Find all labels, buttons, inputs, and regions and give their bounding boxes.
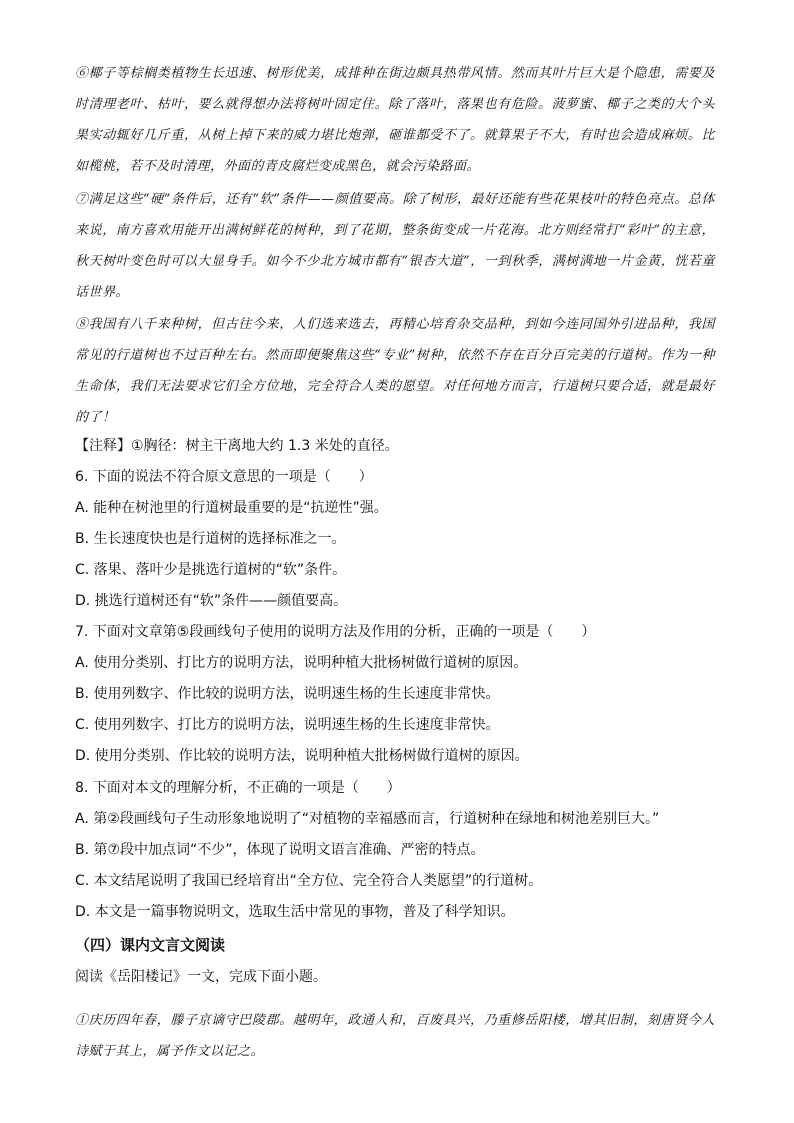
section-heading: （四）课内文言文阅读	[75, 936, 226, 954]
question-8-option-c: C. 本文结尾说明了我国已经培育出“全方位、完全符合人类愿望”的行道树。	[75, 873, 543, 889]
question-7-option-c: C. 使用列数字、打比方的说明方法，说明速生杨的生长速度非常快。	[75, 717, 500, 733]
question-8-stem: 8. 下面对本文的理解分析，不正确的一项是（ ）	[75, 780, 401, 796]
question-8-option-b: B. 第⑦段中加点词“不少”，体现了说明文语言准确、严密的特点。	[75, 842, 485, 858]
question-6-stem: 6. 下面的说法不符合原文意思的一项是（ ）	[75, 469, 373, 485]
footnote: 【注释】①胸径：树主干离地大约 1.3 米处的直径。	[75, 438, 399, 454]
question-7-option-a: A. 使用分类别、打比方的说明方法，说明种植大批杨树做行道树的原因。	[75, 655, 528, 671]
passage-paragraph-8: ⑧我国有八千来种树，但古往今来，人们选来选去，再精心培育杂交品种，到如今连同国外引进品种，我国常见的行道树也不过百种左右。然而即便聚焦这些“专业”树种，依然不存在百分百完美的行道树。作为一种生命体，我们无法要求它们全方位地，完全符合人类的愿望。对任何地方而言，行道树只要合适，就是最好的了！	[75, 317, 715, 425]
question-6-option-c: C. 落果、落叶少是挑选行道树的“软”条件。	[75, 562, 347, 578]
question-6-option-b: B. 生长速度快也是行道树的选择标准之一。	[75, 531, 346, 547]
passage-paragraph-7: ⑦满足这些“硬”条件后，还有“软”条件——颜值要高。除了树形，最好还能有些花果枝叶的特色亮点。总体来说，南方喜欢用能开出满树鲜花的树种，到了花期，整条街变成一片花海。北方则经常打“彩叶”的主意，秋天树叶变色时可以大显身手。如今不少北方城市都有“银杏大道”，一到秋季，满树满地一片金黄，恍若童话世界。	[75, 192, 715, 300]
question-8-option-a: A. 第②段画线句子生动形象地说明了“对植物的幸福感而言，行道树种在绿地和树池差别巨大。”	[75, 811, 660, 827]
passage-paragraph-6: ⑥椰子等棕榈类植物生长迅速、树形优美，成排种在街边颇具热带风情。然而其叶片巨大是个隐患，需要及时清理老叶、枯叶，要么就得想办法将树叶固定住。除了落叶，落果也有危险。菠萝蜜、椰子之类的大个头果实动辄好几斤重，从树上掉下来的威力堪比炮弹，砸谁都受不了。就算果子不大，有时也会造成麻烦。比如榄桃，若不及时清理，外面的青皮腐烂变成黑色，就会污染路面。	[75, 66, 715, 174]
classical-passage-paragraph-1: ①庆历四年春，滕子京谪守巴陵郡。越明年，政通人和，百废具兴，乃重修岳阳楼，增其旧制，刻唐贤今人诗赋于其上，属予作文以记之。	[75, 1013, 715, 1059]
section-instruction: 阅读《岳阳楼记》一文，完成下面小题。	[75, 969, 327, 985]
question-7-stem: 7. 下面对文章第⑤段画线句子使用的说明方法及作用的分析，正确的一项是（ ）	[75, 624, 596, 640]
question-7-option-d: D. 使用分类别、作比较的说明方法，说明种植大批杨树做行道树的原因。	[75, 748, 529, 764]
question-7-option-b: B. 使用列数字、作比较的说明方法，说明速生杨的生长速度非常快。	[75, 686, 500, 702]
question-6-option-d: D. 挑选行道树还有“软”条件——颜值要高。	[75, 593, 348, 609]
question-6-option-a: A. 能种在树池里的行道树最重要的是“抗逆性”强。	[75, 500, 388, 516]
question-8-option-d: D. 本文是一篇事物说明文，选取生活中常见的事物，普及了科学知识。	[75, 904, 515, 920]
